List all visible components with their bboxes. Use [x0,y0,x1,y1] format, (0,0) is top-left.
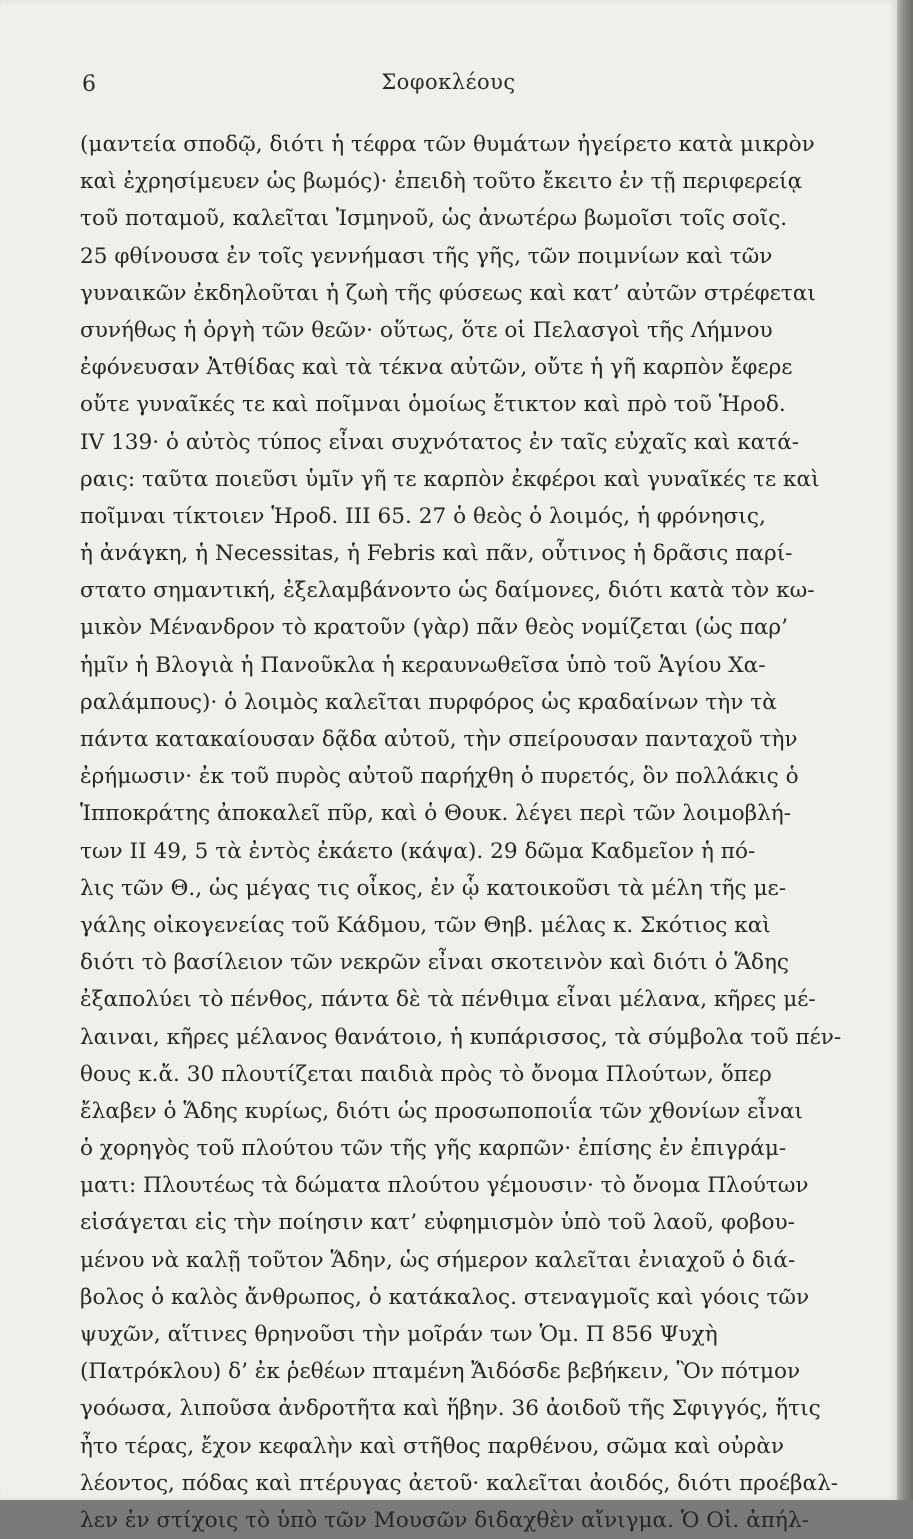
text-line: γάλης οἰκογενείας τοῦ Κάδμου, τῶν Θηβ. μέλας κ. Σκότιος καὶ [80,912,771,938]
text-line: στατο σημαντική, ἐξελαμβάνοντο ὡς δαίμονες, διότι κατὰ τὸν κω- [80,578,815,604]
text-line: συνήθως ἡ ὀργὴ τῶν θεῶν· οὕτως, ὅτε οἱ Πελασγοὶ τῆς Λήμνου [80,317,773,343]
text-line: ἦτο τέρας, ἔχον κεφαλὴν καὶ στῆθος παρθένου, σῶμα καὶ οὐρὰν [80,1433,785,1459]
text-line: τοῦ ποταμοῦ, καλεῖται Ἰσμηνοῦ, ὡς ἀνωτέρω βωμοῖσι τοῖς σοῖς. [80,206,788,232]
text-line: ραις: ταῦτα ποιεῦσι ὑμῖν γῆ τε καρπὸν ἐκφέροι καὶ γυναῖκές τε καὶ [80,466,820,492]
text-line: ματι: Πλουτέως τὰ δώματα πλούτου γέμουσιν· τὸ ὄνομα Πλούτων [80,1173,809,1199]
text-line: μένου νὰ καλῇ τοῦτον Ἅδην, ὡς σήμερον καλεῖται ἐνιαχοῦ ὁ διά- [80,1247,796,1273]
text-line: μικὸν Μένανδρον τὸ κρατοῦν (γὰρ) πᾶν θεὸς νομίζεται (ὡς παρ’ [80,615,788,641]
text-line: των II 49, 5 τὰ ἐντὸς ἐκάετο (κάψα). 29 δῶμα Καδμεῖον ἡ πό- [80,838,756,864]
text-line: βολος ὁ καλὸς ἄνθρωπος, ὁ κατάκαλος. στεναγμοῖς καὶ γόοις τῶν [80,1284,810,1310]
text-line: 25 φθίνουσα ἐν τοῖς γεννήμασι τῆς γῆς, τῶν ποιμνίων καὶ τῶν [80,243,773,269]
page-number: 6 [82,72,96,97]
text-line: ὁ χορηγὸς τοῦ πλούτου τῶν τῆς γῆς καρπῶν· ἐπίσης ἐν ἐπιγράμ- [80,1136,787,1162]
text-line: λεν ἐν στίχοις τὸ ὑπὸ τῶν Μουσῶν διδαχθὲν αἴνιγμα. Ὁ Οἰ. ἀπήλ- [80,1507,809,1533]
page-header [0,70,897,100]
text-line: λις τῶν Θ., ὡς μέγας τις οἶκος, ἐν ᾧ κατοικοῦσι τὰ μέλη τῆς με- [80,875,787,901]
text-line: ἐφόνευσαν Ἀτθίδας καὶ τὰ τέκνα αὐτῶν, οὔτε ἡ γῆ καρπὸν ἔφερε [80,355,793,381]
text-line: γυναικῶν ἐκδηλοῦται ἡ ζωὴ τῆς φύσεως καὶ κατ’ αὐτῶν στρέφεται [80,280,816,306]
page-edge [897,0,913,1500]
text-line: ἡμῖν ἡ Βλογιὰ ἡ Πανοῦκλα ἡ κεραυνωθεῖσα ὑπὸ τοῦ Ἁγίου Χα- [80,652,766,678]
text-line: IV 139· ὁ αὐτὸς τύπος εἶναι συχνότατος ἐν ταῖς εὐχαῖς καὶ κατά- [80,429,800,455]
text-line: ἐρήμωσιν· ἐκ τοῦ πυρὸς αὐτοῦ παρήχθη ὁ πυρετός, ὃν πολλάκις ὁ [80,764,799,790]
text-line: πάντα κατακαίουσαν δᾷδα αὐτοῦ, τὴν σπείρουσαν πανταχοῦ τὴν [80,727,798,752]
text-line: ἔλαβεν ὁ Ἅδης κυρίως, διότι ὡς προσωποποιΐα τῶν χθονίων εἶναι [80,1098,803,1124]
text-line: λέοντος, πόδας καὶ πτέρυγας ἀετοῦ· καλεῖται ἀοιδός, διότι προέβαλ- [80,1470,839,1496]
text-line: θους κ.ἄ. 30 πλουτίζεται παιδιὰ πρὸς τὸ ὄνομα Πλούτων, ὅπερ [80,1061,772,1087]
text-line: λαιναι, κῆρες μέλανος θανάτοιο, ἡ κυπάρισσος, τὰ σύμβολα τοῦ πέν- [80,1024,842,1050]
text-line: ψυχῶν, αἵτινες θρηνοῦσι τὴν μοῖράν των Ὁμ. Π 856 Ψυχὴ [80,1322,718,1347]
text-line: ποῖμναι τίκτοιεν Ἡροδ. III 65. 27 ὁ θεὸς ὁ λοιμός, ἡ φρόνησις, [80,503,766,529]
text-line: (Πατρόκλου) δ’ ἐκ ῥεθέων πταμένη Ἄιδόσδε βεβήκειν, Ὃν πότμον [80,1359,801,1385]
text-line: Ἱπποκράτης ἀποκαλεῖ πῦρ, καὶ ὁ Θουκ. λέγει περὶ τῶν λοιμοβλή- [80,801,792,827]
text-line: εἰσάγεται εἰς τὴν ποίησιν κατ’ εὐφημισμὸν ὑπὸ τοῦ λαοῦ, φοβου- [80,1210,795,1236]
commentary-text [80,126,854,1539]
running-title: Σοφοκλέους [381,70,516,94]
text-line: γοόωσα, λιποῦσα ἀνδροτῆτα καὶ ἥβην. 36 ἀοιδοῦ τῆς Σφιγγός, ἥτις [80,1396,821,1422]
text-line: ἡ ἀνάγκη, ἡ Necessitas, ἡ Febris καὶ πᾶν, οὗτινος ἡ δρᾶσις παρί- [80,541,793,567]
text-line: ραλάμπους)· ὁ λοιμὸς καλεῖται πυρφόρος ὡς κραδαίνων τὴν τὰ [80,689,777,715]
text-line: διότι τὸ βασίλειον τῶν νεκρῶν εἶναι σκοτεινὸν καὶ διότι ὁ Ἅδης [80,950,789,976]
text-line: οὔτε γυναῖκές τε καὶ ποῖμναι ὁμοίως ἔτικτον καὶ πρὸ τοῦ Ἡροδ. [80,392,786,418]
text-line: ἐξαπολύει τὸ πένθος, πάντα δὲ τὰ πένθιμα εἶναι μέλανα, κῆρες μέ- [80,987,816,1013]
text-line: καὶ ἐχρησίμευεν ὡς βωμός)· ἐπειδὴ τοῦτο ἔκειτο ἐν τῇ περιφερείᾳ [80,169,803,195]
text-line: (μαντεία σποδῷ, διότι ἡ τέφρα τῶν θυμάτων ἠγείρετο κατὰ μικρὸν [80,132,815,157]
